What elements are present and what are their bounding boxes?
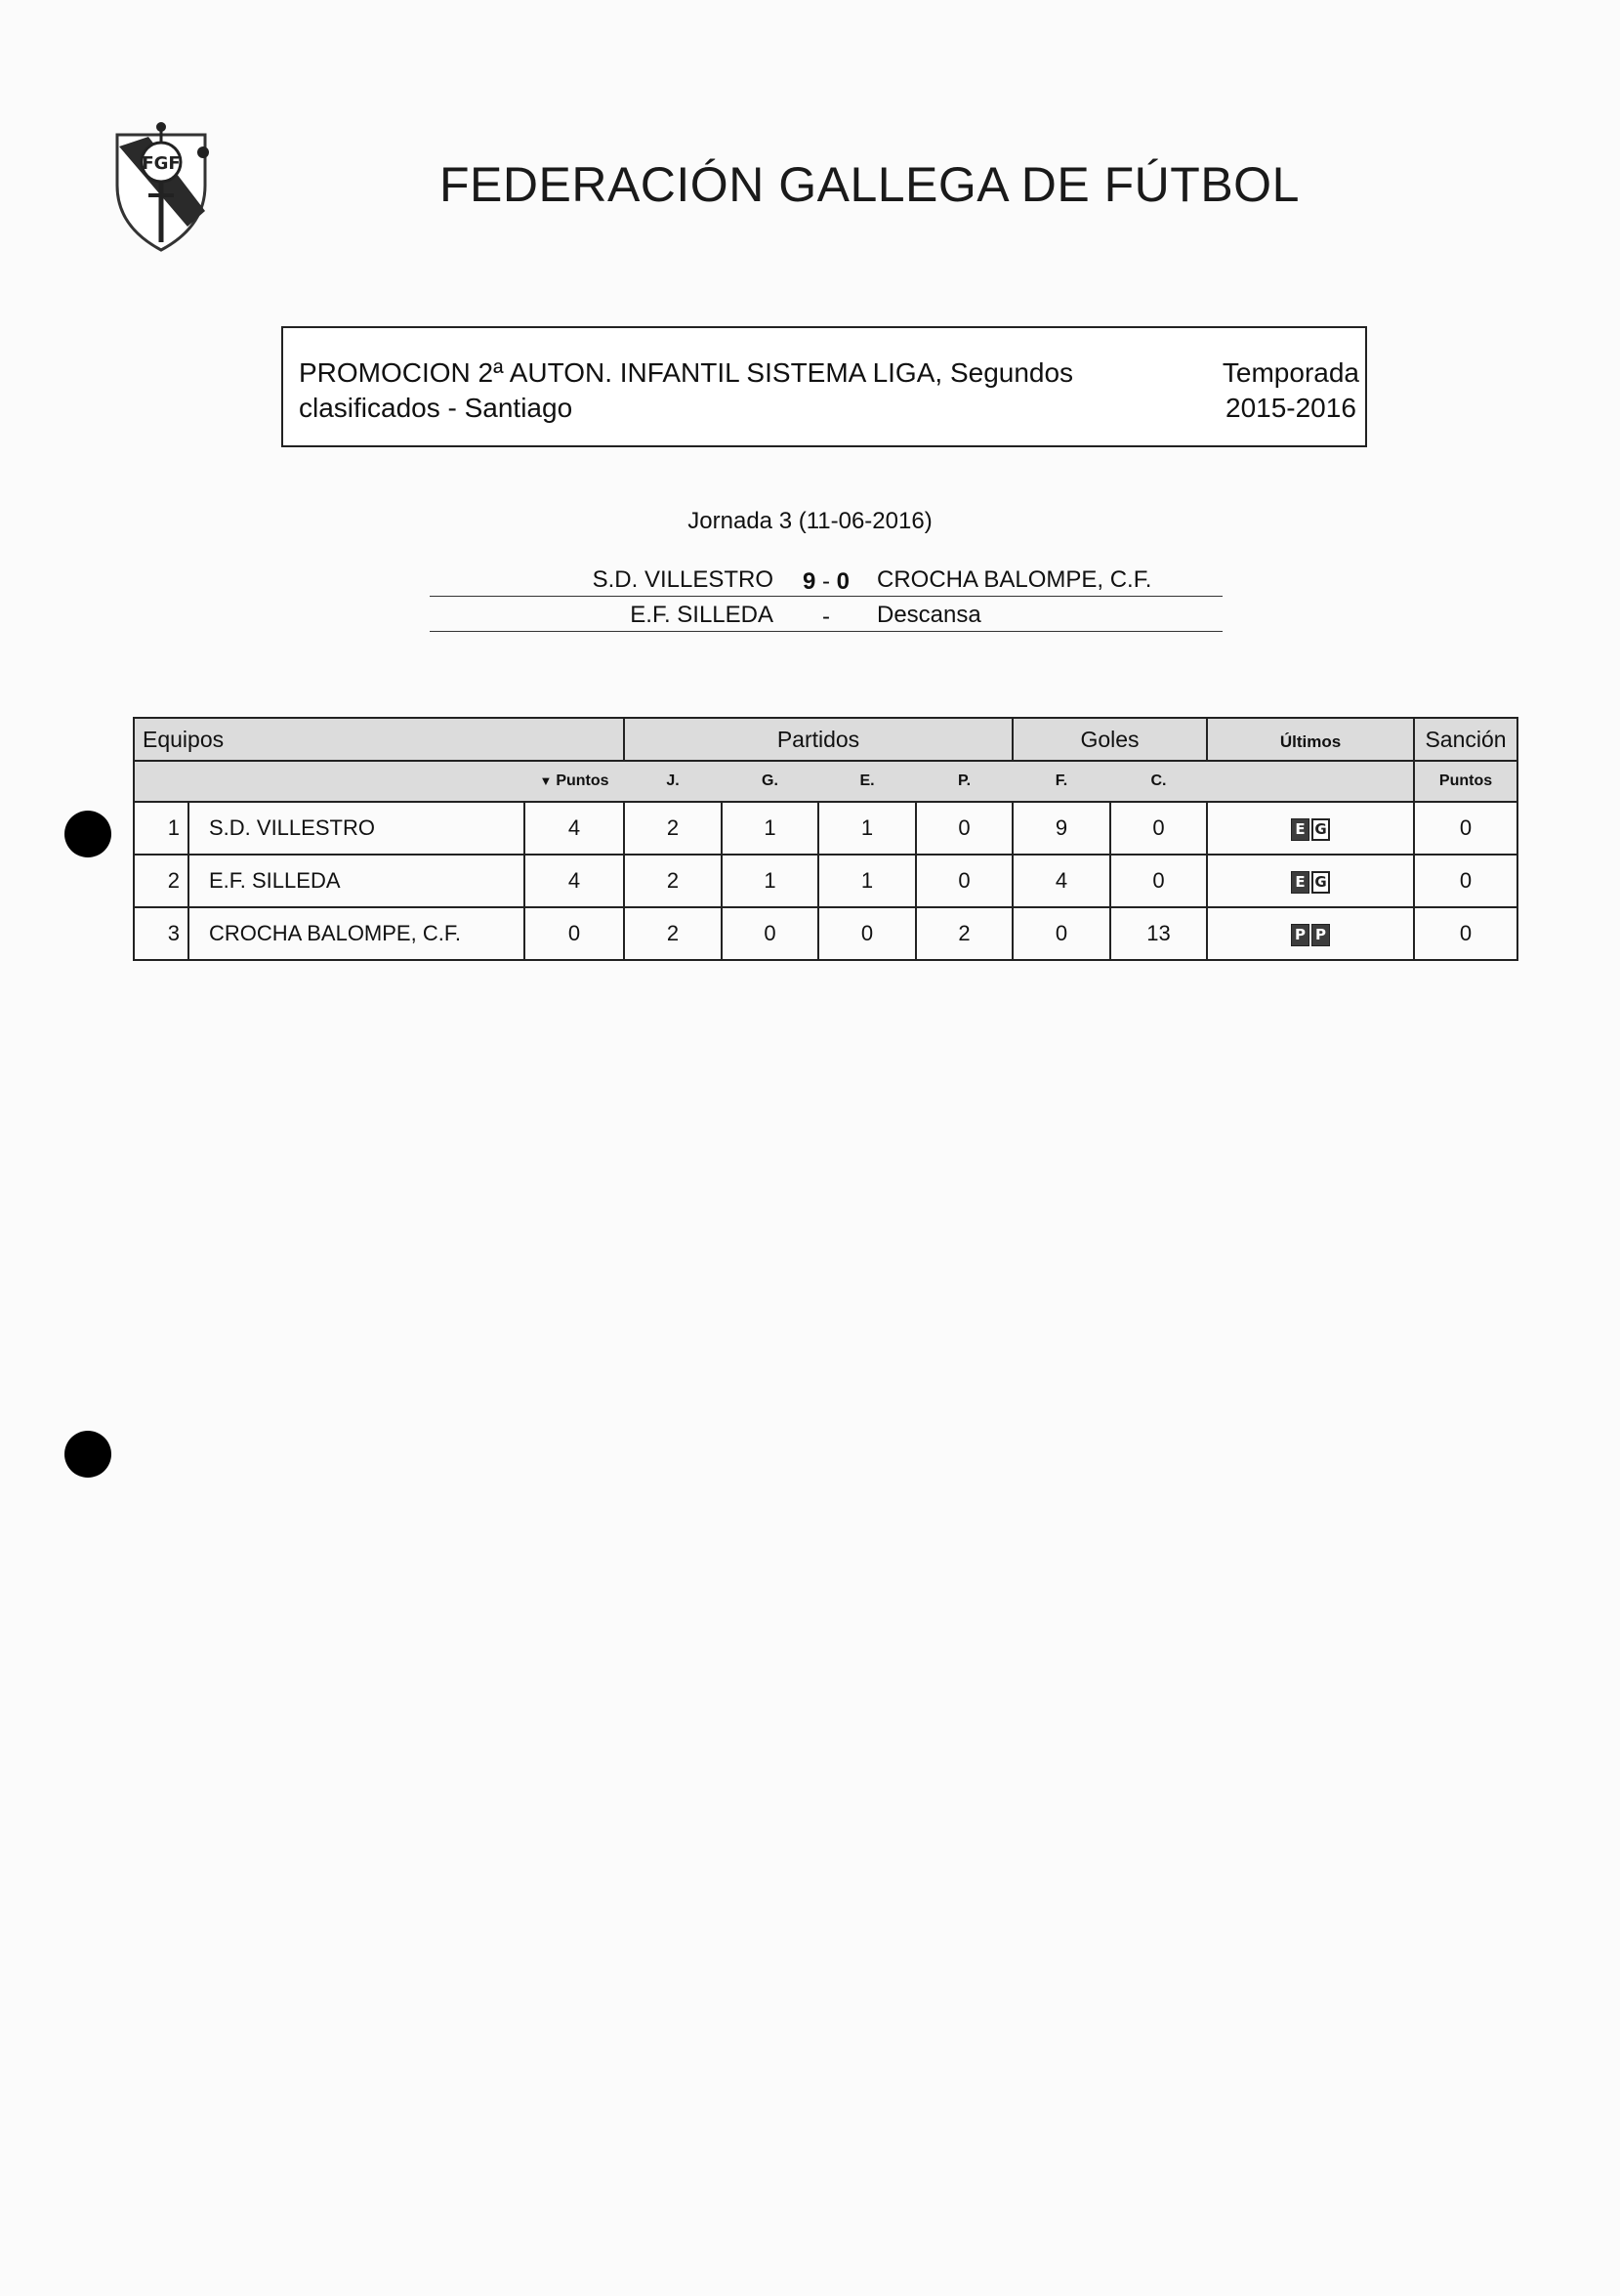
score-separator: - [822,604,830,630]
position-cell: 2 [134,855,188,907]
column-sancion-puntos: Puntos [1414,761,1517,802]
position-cell: 3 [134,907,188,960]
j-cell: 2 [624,907,722,960]
standings-table [133,717,1518,961]
season-value: 2015-2016 [1225,393,1356,423]
svg-text:FGF: FGF [142,153,181,174]
header-partidos: Partidos [624,718,1013,761]
sort-down-icon: ▼ [539,773,553,788]
j-cell: 2 [624,802,722,855]
position-cell: 1 [134,802,188,855]
competition-box [281,326,1367,447]
p-cell: 0 [916,802,1013,855]
team-cell: CROCHA BALOMPE, C.F. [188,907,524,960]
column-e: E. [818,761,916,802]
c-cell: 0 [1110,802,1207,855]
sancion-cell: 0 [1414,802,1517,855]
away-goals: 0 [836,568,851,595]
result-draw-badge: E [1291,818,1309,841]
match-score [773,568,879,596]
result-loss-badge: P [1311,924,1330,946]
table-row [134,802,1517,855]
g-cell: 1 [722,855,818,907]
competition-name: PROMOCION 2ª AUTON. INFANTIL SISTEMA LIGA, Segundos clasificados - Santiago [299,357,1074,423]
jornada-title: Jornada 3 (11-06-2016) [687,508,933,534]
away-team: CROCHA BALOMPE, C.F. [877,566,1152,593]
puntos-cell: 4 [524,855,624,907]
f-cell: 0 [1013,907,1110,960]
result-win-badge: G [1311,818,1330,841]
sancion-cell: 0 [1414,907,1517,960]
header-ultimos [1207,718,1414,761]
p-cell: 2 [916,907,1013,960]
match-row [430,598,1223,632]
e-cell: 0 [818,907,916,960]
federation-crest-logo [109,117,213,254]
federation-title: FEDERACIÓN GALLEGA DE FÚTBOL [439,157,1300,212]
ultimos-cell [1207,802,1414,855]
result-loss-badge: P [1291,924,1309,946]
e-cell: 1 [818,855,916,907]
puntos-cell: 4 [524,802,624,855]
header-goles: Goles [1013,718,1207,761]
puntos-cell: 0 [524,907,624,960]
punch-hole [64,1431,111,1478]
e-cell: 1 [818,802,916,855]
c-cell: 13 [1110,907,1207,960]
sancion-cell: 0 [1414,855,1517,907]
header-sancion: Sanción [1414,718,1517,761]
header-ultimos-label: Últimos [1279,731,1342,751]
column-g: G. [722,761,818,802]
table-row [134,907,1517,960]
header-equipos: Equipos [134,718,624,761]
column-puntos-label: Puntos [556,772,609,789]
season-info [1223,355,1359,426]
team-cell: S.D. VILLESTRO [188,802,524,855]
punch-hole [64,811,111,857]
column-f: F. [1013,761,1110,802]
p-cell: 0 [916,855,1013,907]
score-separator: - [822,568,830,595]
c-cell: 0 [1110,855,1207,907]
away-team: Descansa [877,602,981,628]
ultimos-cell [1207,855,1414,907]
column-p: P. [916,761,1013,802]
column-c: C. [1110,761,1207,802]
g-cell: 1 [722,802,818,855]
home-goals: 9 [802,568,816,595]
team-cell: E.F. SILLEDA [188,855,524,907]
f-cell: 9 [1013,802,1110,855]
table-row [134,855,1517,907]
season-label: Temporada [1222,357,1359,388]
column-j: J. [624,761,722,802]
home-team: E.F. SILLEDA [630,602,773,628]
column-puntos[interactable] [524,761,624,802]
ultimos-cell [1207,907,1414,960]
f-cell: 4 [1013,855,1110,907]
match-score [773,604,879,631]
result-draw-badge: E [1291,871,1309,894]
result-win-badge: G [1311,871,1330,894]
match-row [430,563,1223,597]
j-cell: 2 [624,855,722,907]
g-cell: 0 [722,907,818,960]
home-team: S.D. VILLESTRO [592,566,773,593]
